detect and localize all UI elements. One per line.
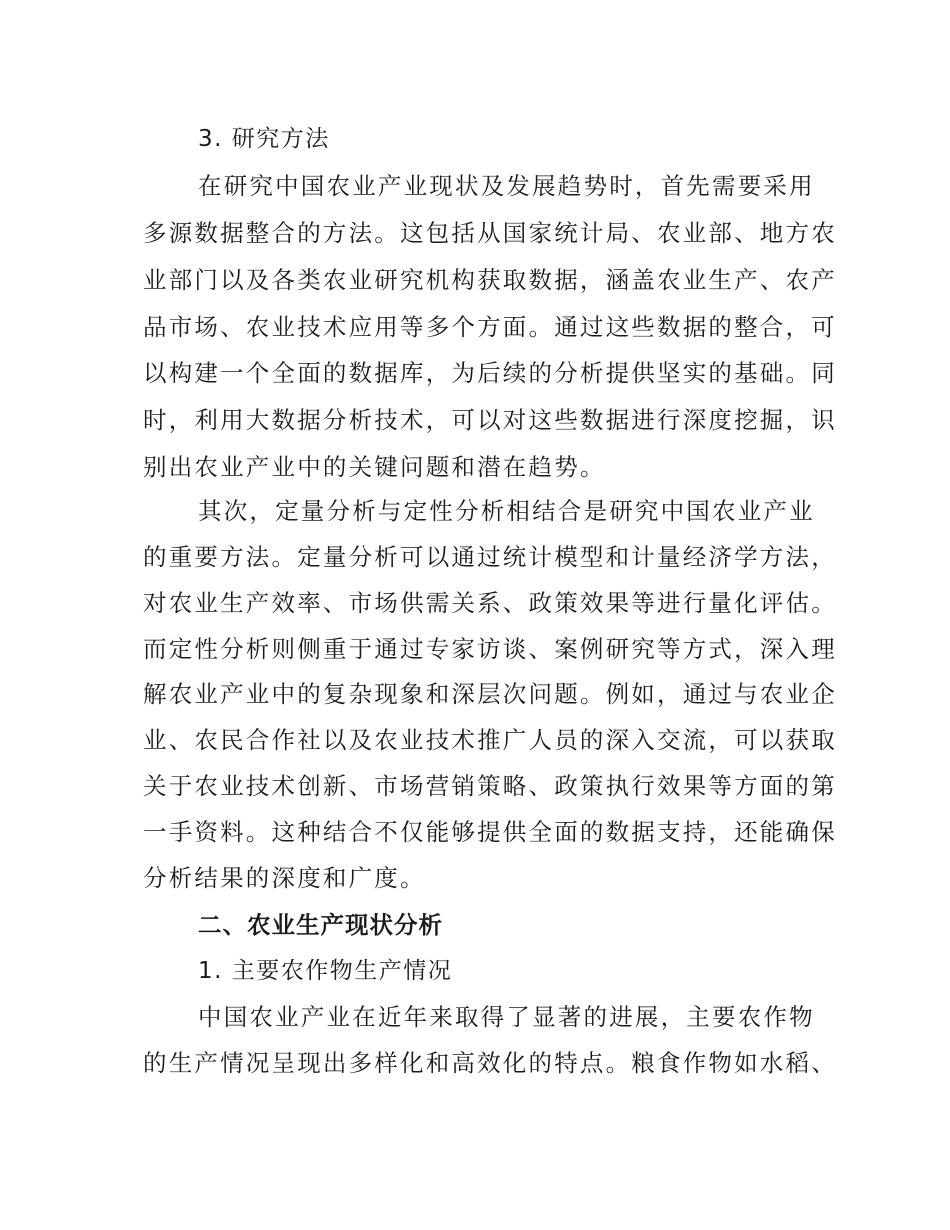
paragraph-line: 解农业产业中的复杂现象和深层次问题。例如，通过与农业企 — [143, 680, 837, 708]
paragraph-line: 时，利用大数据分析技术，可以对这些数据进行深度挖掘，识 — [143, 406, 837, 434]
paragraph-line: 其次，定量分析与定性分析相结合是研究中国农业产业 — [198, 497, 815, 525]
section-heading: 3. 研究方法 — [198, 126, 330, 152]
paragraph-line: 对农业生产效率、市场供需关系、政策效果等进行量化评估。 — [143, 589, 837, 617]
paragraph-line: 的生产情况呈现出多样化和高效化的特点。粮食作物如水稻、 — [143, 1049, 837, 1077]
paragraph-line: 的重要方法。定量分析可以通过统计模型和计量经济学方法， — [143, 543, 837, 571]
paragraph-line: 一手资料。这种结合不仅能够提供全面的数据支持，还能确保 — [143, 818, 837, 846]
section-heading: 1. 主要农作物生产情况 — [198, 958, 453, 984]
paragraph-line: 多源数据整合的方法。这包括从国家统计局、农业部、地方农 — [143, 219, 837, 247]
chapter-heading: 二、农业生产现状分析 — [198, 911, 443, 939]
paragraph-line: 业、农民合作社以及农业技术推广人员的深入交流，可以获取 — [143, 726, 837, 754]
paragraph-line: 别出农业产业中的关键问题和潜在趋势。 — [143, 453, 606, 481]
paragraph-line: 而定性分析则侧重于通过专家访谈、案例研究等方式，深入理 — [143, 635, 837, 663]
paragraph-line: 以构建一个全面的数据库，为后续的分析提供坚实的基础。同 — [143, 359, 837, 387]
paragraph-line: 业部门以及各类农业研究机构获取数据，涵盖农业生产、农产 — [143, 266, 837, 294]
paragraph-line: 中国农业产业在近年来取得了显著的进展，主要农作物 — [198, 1003, 815, 1031]
paragraph-line: 分析结果的深度和广度。 — [143, 864, 426, 892]
paragraph-line: 在研究中国农业产业现状及发展趋势时，首先需要采用 — [198, 172, 815, 200]
paragraph-line: 关于农业技术创新、市场营销策略、政策执行效果等方面的第 — [143, 772, 837, 800]
paragraph-line: 品市场、农业技术应用等多个方面。通过这些数据的整合，可 — [143, 313, 837, 341]
